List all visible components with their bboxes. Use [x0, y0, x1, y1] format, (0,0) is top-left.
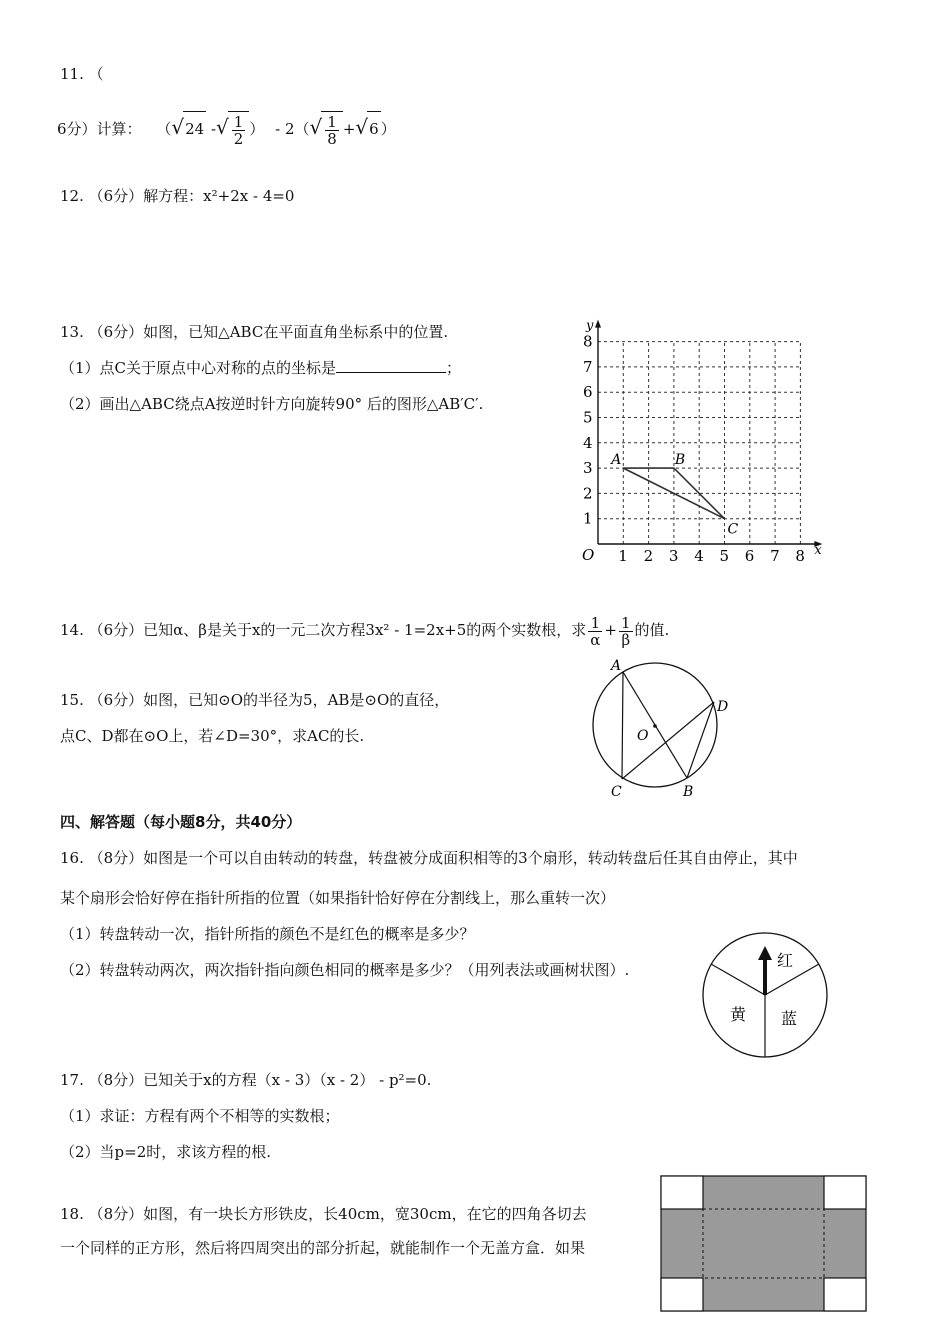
y-tick-label: 7	[583, 357, 593, 376]
y-tick-label: 8	[583, 332, 593, 351]
q11-fraction-eighth: $\frac{1}{8}$	[327, 112, 337, 148]
q11-expression-line	[57, 110, 396, 147]
q11-close2: ）	[380, 120, 396, 138]
q18-line2: 一个同样的正方形，然后将四周突出的部分折起，就能制作一个无盖方盒．如果	[60, 1239, 586, 1257]
label-d: D	[717, 699, 729, 715]
q14-end: 的值.	[634, 621, 670, 639]
q17-part2: （2）当p=2时，求该方程的根.	[60, 1143, 272, 1161]
q14-text: 14. （6分）已知α、β是关于x的一元二次方程3x² - 1=2x+5的两个实数根，求	[60, 621, 587, 639]
q11-radicand-6: 6	[367, 111, 381, 146]
label-c: C	[611, 784, 622, 800]
q13-coordinate-graph	[575, 312, 835, 567]
q16-line1: 16. （8分）如图是一个可以自由转动的转盘，转盘被分成面积相等的3个扇形，转动转盘后任其自由停止，其中	[60, 849, 798, 867]
y-axis-arrow-icon	[595, 320, 601, 328]
q18-line1: 18. （8分）如图，有一块长方形铁皮，长40cm，宽30cm，在它的四角各切去	[60, 1205, 587, 1223]
y-axis-label: y	[586, 318, 594, 334]
x-axis-label: x	[814, 543, 822, 558]
q16-spinner	[700, 932, 830, 1062]
q15-circle-figure	[585, 655, 735, 800]
q13-part1-end: ；	[446, 359, 462, 377]
y-tick-label: 3	[583, 459, 593, 478]
q18-box-net-figure	[660, 1175, 868, 1313]
q11-open1: （	[156, 120, 172, 138]
sqrt-icon: √	[216, 115, 229, 139]
point-a-label: A	[611, 452, 622, 469]
sector-yellow-label: 黄	[730, 1005, 747, 1024]
q11-number-line	[60, 64, 104, 84]
q11-paren: （	[88, 65, 104, 83]
y-tick-label: 5	[583, 408, 593, 427]
x-tick-label: 1	[618, 547, 628, 565]
x-tick-label: 8	[795, 547, 805, 565]
q16-part2: （2）转盘转动两次，两次指针指向颜色相同的概率是多少？（用列表法或画树状图）.	[60, 961, 630, 979]
x-tick-label: 3	[668, 547, 679, 565]
x-tick-label: 6	[744, 547, 755, 565]
y-tick-label: 1	[583, 509, 593, 528]
sector-blue-label: 蓝	[781, 1009, 798, 1028]
y-tick-label: 4	[583, 433, 593, 452]
origin-label: O	[582, 546, 595, 564]
q11-radicand-24: 24	[183, 111, 206, 146]
q13-stem: 13. （6分）如图，已知△ABC在平面直角坐标系中的位置.	[60, 323, 449, 341]
x-tick-label: 2	[643, 547, 654, 565]
q13-part1	[60, 358, 461, 378]
section-four-title: 四、解答题（每小题8分，共40分）	[60, 813, 302, 831]
pointer-arrow-icon	[758, 946, 772, 995]
label-b: B	[683, 784, 694, 800]
point-b-label: B	[674, 452, 686, 469]
q11-plus: +	[342, 120, 356, 138]
q14-fraction-beta: $\frac{1}{\beta}$	[621, 613, 631, 649]
q11-minus1: -	[210, 120, 217, 138]
q14-line	[60, 612, 669, 648]
q14-fraction-alpha: $\frac{1}{\alpha}$	[590, 613, 601, 649]
q13-part2: （2）画出△ABC绕点A按逆时针方向旋转90° 后的图形△AB′C′.	[60, 395, 484, 413]
sector-red-label: 红	[777, 951, 794, 970]
q17-part1: （1）求证：方程有两个不相等的实数根；	[60, 1107, 340, 1125]
q15-line2: 点C、D都在⊙O上，若∠D=30°，求AC的长.	[60, 727, 365, 745]
q13-part1-text: （1）点C关于原点中心对称的点的坐标是	[60, 359, 337, 377]
y-tick-label: 2	[583, 484, 593, 503]
label-a: A	[611, 658, 622, 674]
q12-text: 12. （6分）解方程：x²+2x - 4=0	[60, 187, 295, 205]
sqrt-icon: √	[355, 115, 369, 139]
graph-labels	[582, 319, 822, 565]
q11-number: 11.	[60, 65, 84, 83]
q16-part1: （1）转盘转动一次，指针所指的颜色不是红色的概率是多少？	[60, 925, 475, 943]
y-tick-label: 6	[583, 383, 593, 402]
sqrt-icon: √	[171, 115, 185, 139]
q14-plus: +	[604, 621, 617, 639]
graph-grid	[598, 342, 800, 544]
q15-line1: 15. （6分）如图，已知⊙O的半径为5，AB是⊙O的直径，	[60, 691, 450, 709]
q11-fraction-half: $\frac{1}{2}$	[233, 112, 244, 148]
x-tick-label: 4	[694, 547, 704, 565]
x-tick-label: 7	[770, 547, 780, 565]
q17-stem: 17. （8分）已知关于x的方程（x - 3）（x - 2） - p²=0.	[60, 1071, 432, 1089]
x-tick-label: 5	[719, 547, 730, 565]
answer-blank	[336, 358, 446, 373]
graph-axes	[595, 320, 822, 547]
sqrt-icon: √	[309, 115, 323, 139]
q11-score: 6分）计算：	[57, 120, 142, 138]
q16-line2: 某个扇形会恰好停在指针所指的位置（如果指针恰好停在分割线上，那么重转一次）	[60, 889, 616, 907]
q11-close1: ）	[249, 120, 265, 138]
point-c-label: C	[727, 521, 739, 538]
label-o: O	[637, 728, 649, 744]
q11-minus2: - 2（	[275, 120, 310, 138]
